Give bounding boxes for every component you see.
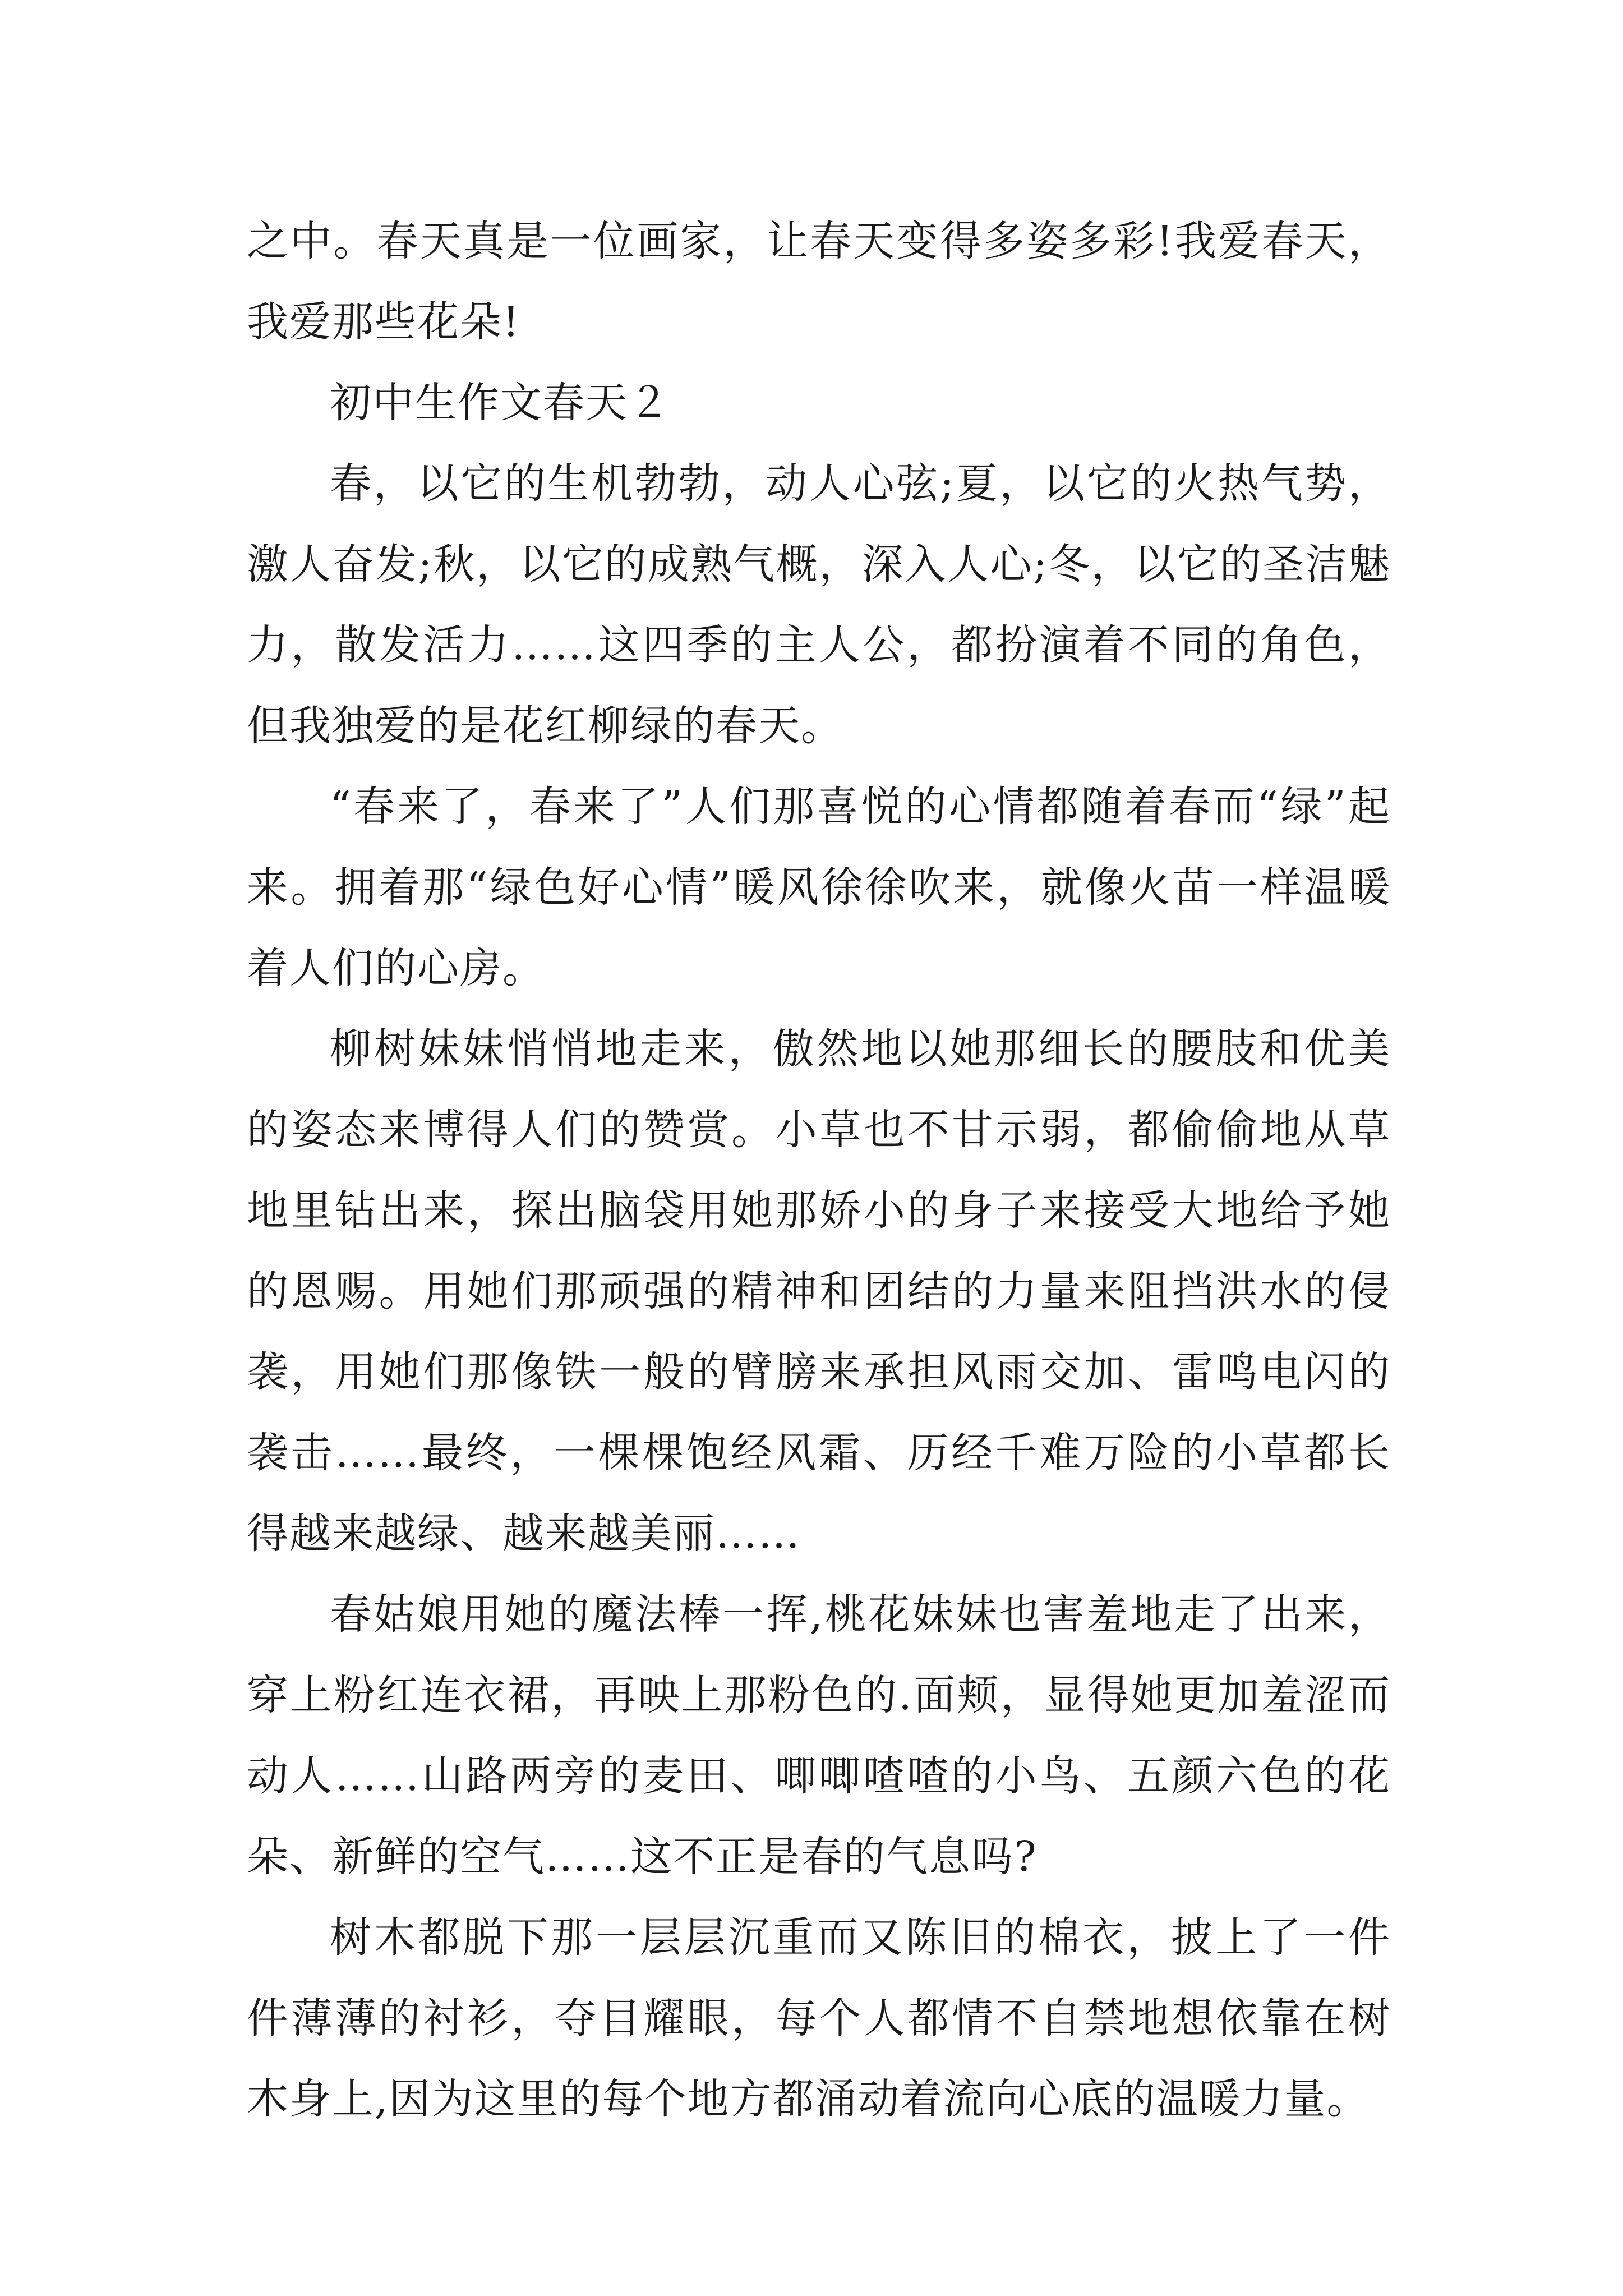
essay-heading: 初中生作文春天２ <box>330 379 671 427</box>
paragraph-3: 柳树妹妹悄悄地走来，傲然地以她那细长的腰肢和优美的姿态来博得人们的赞赏。小草也不甘示弱，都偷偷地从草地里钻出来，探出脑袋用她那娇小的身子来接受大地给予她的恩赐。用她们那顽强的精神和团结的力量来阻挡洪水的侵袭，用她们那像铁一般的臂膀来承担风雨交加、雷鸣电闪的袭击……最终，一棵棵饱经风霜、历经千难万险的小草都长得越来越绿、越来越美丽…… <box>247 1025 1391 1558</box>
paragraph-1: 春，以它的生机勃勃，动人心弦;夏，以它的火热气势，激人奋发;秋，以它的成熟气概，深入人心;冬，以它的圣洁魅力，散发活力……这四季的主人公，都扮演着不同的角色，但我独爱的是花红柳绿的春天。 <box>247 459 1391 750</box>
continuation-paragraph: 之中。春天真是一位画家，让春天变得多姿多彩!我爱春天，我爱那些花朵! <box>247 217 1391 346</box>
paragraph-2: “春来了，春来了”人们那喜悦的心情都随着春而“绿”起来。拥着那“绿色好心情”暖风徐徐吹来，就像火苗一样温暖着人们的心房。 <box>247 783 1391 992</box>
paragraph-4: 春姑娘用她的魔法棒一挥,桃花妹妹也害羞地走了出来，穿上粉红连衣裙，再映上那粉色的.面颊，显得她更加羞涩而动人……山路两旁的麦田、唧唧喳喳的小鸟、五颜六色的花朵、新鲜的空气……这不正是春的气息吗? <box>247 1590 1391 1881</box>
document-body <box>247 201 1391 2139</box>
paragraph-5: 树木都脱下那一层层沉重而又陈旧的棉衣，披上了一件件薄薄的衬衫，夺目耀眼，每个人都情不自禁地想依靠在树木身上,因为这里的每个地方都涌动着流向心底的温暖力量。 <box>247 1913 1391 2123</box>
